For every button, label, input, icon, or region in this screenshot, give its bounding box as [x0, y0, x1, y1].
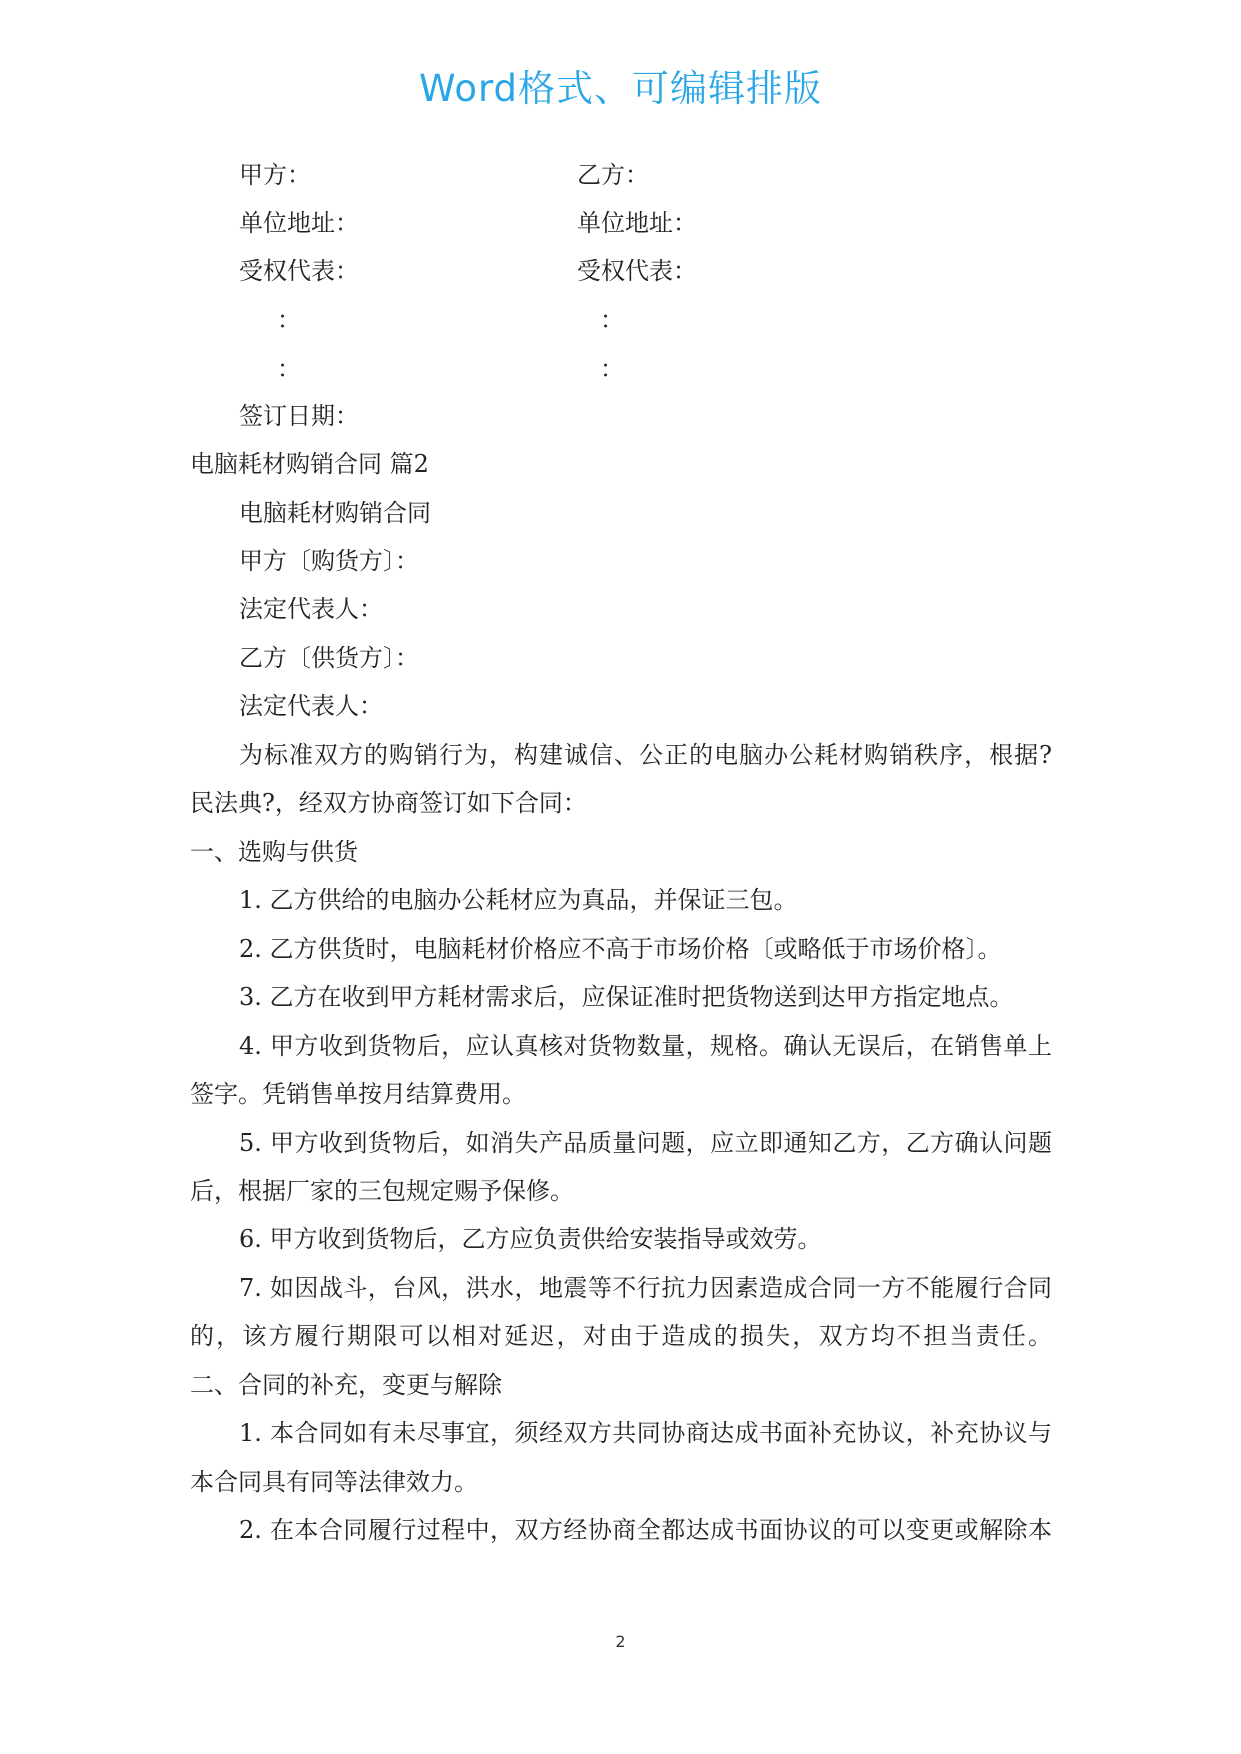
- party-b-label: 乙方：: [577, 161, 649, 189]
- party-a-colon-1: ：: [277, 306, 301, 334]
- party-a-label: 甲方：: [239, 161, 311, 189]
- part-2-heading: 二、合同的补充，变更与解除: [190, 1371, 502, 1399]
- buyer-label: 甲方〔购货方〕：: [239, 547, 419, 575]
- seller-rep-label: 法定代表人：: [239, 692, 383, 720]
- preamble-line-2: 民法典?，经双方协商签订如下合同：: [190, 789, 587, 817]
- party-b-colon-1: ：: [600, 306, 624, 334]
- clause-1-3: 3. 乙方在收到甲方耗材需求后，应保证准时把货物送到达甲方指定地点。: [239, 983, 1014, 1011]
- buyer-rep-label: 法定代表人：: [239, 595, 383, 623]
- section-heading: 电脑耗材购销合同 篇2: [190, 450, 429, 478]
- part-1-heading: 一、选购与供货: [190, 838, 358, 866]
- clause-2-1-line-2: 本合同具有同等法律效力。: [190, 1468, 478, 1496]
- seller-label: 乙方〔供货方〕：: [239, 644, 419, 672]
- party-b-address-label: 单位地址：: [577, 209, 697, 237]
- sign-date-label: 签订日期：: [239, 402, 359, 430]
- preamble-line-1: 为标准双方的购销行为，构建诚信、公正的电脑办公耗材购销秩序，根据?: [239, 741, 1052, 769]
- contract-title: 电脑耗材购销合同: [239, 499, 431, 527]
- page-header-title: Word格式、可编辑排版: [418, 67, 823, 110]
- party-a-rep-label: 受权代表：: [239, 257, 359, 285]
- clause-1-2: 2. 乙方供货时，电脑耗材价格应不高于市场价格〔或略低于市场价格〕。: [239, 935, 1002, 963]
- party-b-colon-2: ：: [600, 355, 624, 383]
- clause-1-5-line-2: 后，根据厂家的三包规定赐予保修。: [190, 1177, 574, 1205]
- clause-1-7-line-1: 7. 如因战斗，台风，洪水，地震等不行抗力因素造成合同一方不能履行合同: [239, 1274, 1052, 1302]
- clause-1-4-line-1: 4. 甲方收到货物后，应认真核对货物数量，规格。确认无误后，在销售单上: [239, 1032, 1052, 1060]
- party-a-address-label: 单位地址：: [239, 209, 359, 237]
- page-number: 2: [615, 1632, 626, 1651]
- party-a-colon-2: ：: [277, 355, 301, 383]
- clause-1-4-line-2: 签字。凭销售单按月结算费用。: [190, 1080, 526, 1108]
- party-b-rep-label: 受权代表：: [577, 257, 697, 285]
- clause-2-2-line-1: 2. 在本合同履行过程中，双方经协商全都达成书面协议的可以变更或解除本: [239, 1516, 1052, 1544]
- clause-2-1-line-1: 1. 本合同如有未尽事宜，须经双方共同协商达成书面补充协议，补充协议与: [239, 1419, 1052, 1447]
- clause-1-1: 1. 乙方供给的电脑办公耗材应为真品，并保证三包。: [239, 886, 798, 914]
- clause-1-6: 6. 甲方收到货物后，乙方应负责供给安装指导或效劳。: [239, 1225, 822, 1253]
- clause-1-7-line-2: 的，该方履行期限可以相对延迟，对由于造成的损失，双方均不担当责任。: [190, 1322, 1052, 1350]
- clause-1-5-line-1: 5. 甲方收到货物后，如消失产品质量问题，应立即通知乙方，乙方确认问题: [239, 1129, 1052, 1157]
